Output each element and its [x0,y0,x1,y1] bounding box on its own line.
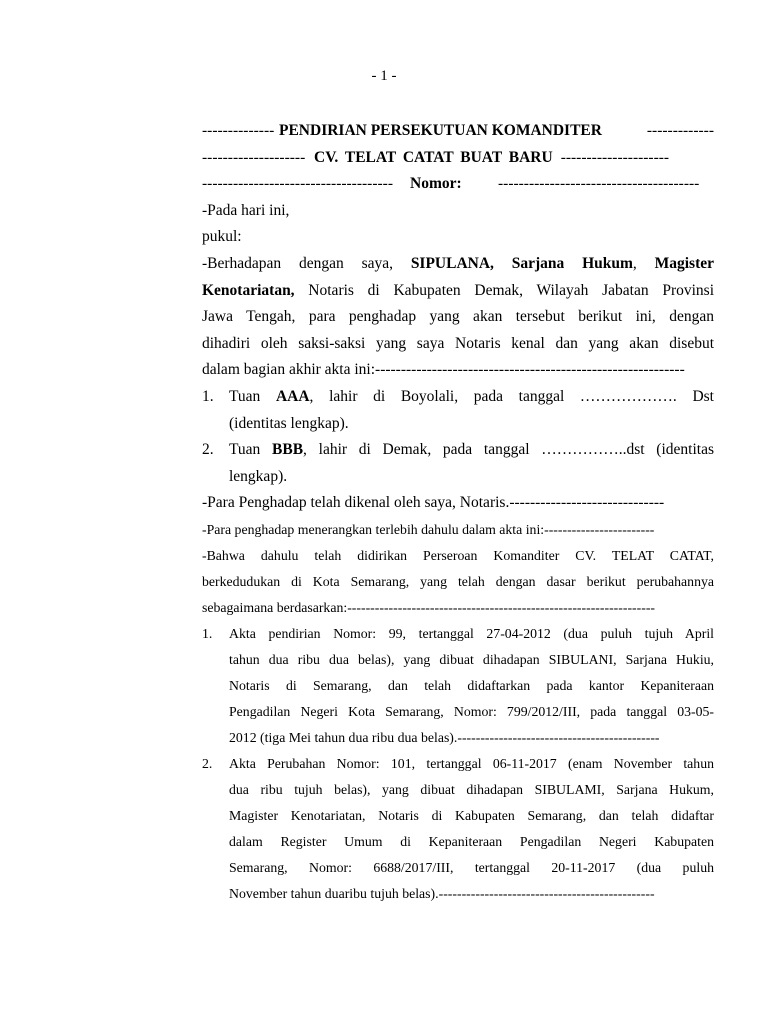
filler-dashes: ------------------------------ [509,494,665,512]
opening-time: pukul: [202,228,242,246]
party-prefix: Tuan [229,441,273,459]
appearance-line [202,278,714,305]
notary-name: SIPULANA, Sarjana Hukum [410,254,633,272]
deed-text: November tahun duaribu tujuh belas). [229,885,439,901]
notary-title: Magister [654,254,714,272]
filler-dashes: ------------------------ [544,521,655,537]
explain-line [202,517,714,543]
appearance-line: dihadiri oleh saksi-saksi yang saya Notaris kenal dan yang akan disebut [202,334,714,352]
deed-title-line [202,118,714,145]
party-number: 2. [202,441,214,459]
deed-item [202,621,714,647]
filler-dashes: ------------------------------------------------------------------- [347,599,656,615]
filler-dashes: ----------------------------------------------- [438,885,655,901]
appearance-text: -Berhadapan dengan saya, [202,254,411,272]
deed-text: Akta pendirian Nomor: 99, tertanggal 27-04-2012 (dua puluh tujuh April [229,625,714,641]
party-details: , lahir di Boyolali, pada tanggal ………………. Dst [309,387,714,405]
party-details: , lahir di Demak, pada tanggal ……………..dst (identitas [303,441,714,459]
appearance-text: Notaris di Kabupaten Demak, Wilayah Jabatan Provinsi [294,281,714,299]
notary-title-cont: Kenotariatan, [202,281,295,299]
title-dashes-right: ------------- [646,122,714,139]
deed-title: PENDIRIAN PERSEKUTUAN KOMANDITER [279,122,602,139]
deed-item-cont: Semarang, Nomor: 6688/2017/III, tertanggal 20-11-2017 (dua puluh [229,859,714,875]
appearance-text: dalam bagian akhir akta ini: [202,361,376,379]
explain-text: -Para penghadap menerangkan terlebih dahulu dalam akta ini: [202,521,545,537]
party-item [202,384,714,411]
party-name: BBB [272,441,304,459]
parties-known-text: -Para Penghadap telah dikenal oleh saya, Notaris. [202,494,510,512]
deed-item-cont [202,725,714,751]
company-dashes-right: --------------------- [560,148,670,166]
deed-item-cont: dalam Register Umum di Kepaniteraan Pengadilan Negeri Kabupaten [229,833,714,849]
deed-item-cont: Pengadilan Negeri Kota Semarang, Nomor: 799/2012/III, pada tanggal 03-05- [229,703,714,719]
party-prefix: Tuan [229,387,276,405]
party-item-cont: lengkap). [229,467,288,485]
page-number: - 1 - [371,68,397,84]
deed-number-label: Nomor: [410,175,462,193]
party-number: 1. [202,387,214,405]
appearance-line [202,357,714,384]
party-item-cont: (identitas lengkap). [229,414,349,432]
deed-body [202,118,714,907]
company-name-line [202,145,714,172]
history-line: berkedudukan di Kota Semarang, yang telah dengan dasar berikut perubahannya [202,573,714,589]
deed-number: 1. [202,625,213,641]
title-dashes-left: -------------- [202,122,275,139]
party-name: AAA [275,387,310,405]
deed-text: Akta Perubahan Nomor: 101, tertanggal 06-11-2017 (enam November tahun [229,755,714,771]
deed-item-cont: Notaris di Semarang, dan telah didaftarkan pada kantor Kepaniteraan [229,677,714,693]
appearance-line: Jawa Tengah, para penghadap yang akan tersebut berikut ini, dengan [202,308,714,326]
party-item [202,437,714,464]
company-dashes-left: -------------------- [202,148,306,166]
company-name: CV. TELAT CATAT BUAT BARU [314,148,553,166]
history-text: sebagaimana berdasarkan: [202,599,348,615]
opening-day: -Pada hari ini, [202,201,290,219]
deed-text: 2012 (tiga Mei tahun dua ribu dua belas). [229,729,458,745]
deed-number-line [202,171,714,198]
filler-dashes: -------------------------------------------- [457,729,660,745]
history-line [202,595,714,621]
deed-number: 2. [202,755,213,771]
deed-item-cont [202,881,714,907]
appearance-line [202,251,714,278]
parties-known-line [202,490,714,517]
history-line: -Bahwa dahulu telah didirikan Perseroan Komanditer CV. TELAT CATAT, [202,547,714,563]
number-dashes-right: --------------------------------------- [498,175,700,193]
deed-item [202,751,714,777]
appearance-separator: , [632,254,655,272]
number-dashes-left: ------------------------------------- [202,175,393,193]
deed-item-cont: Magister Kenotariatan, Notaris di Kabupaten Semarang, dan telah didaftar [229,807,714,823]
deed-item-cont: dua ribu tujuh belas), yang dibuat dihadapan SIBULAMI, Sarjana Hukum, [229,781,714,797]
filler-dashes: ------------------------------------------------------------ [375,361,685,379]
deed-item-cont: tahun dua ribu dua belas), yang dibuat dihadapan SIBULANI, Sarjana Hukiu, [229,651,714,667]
